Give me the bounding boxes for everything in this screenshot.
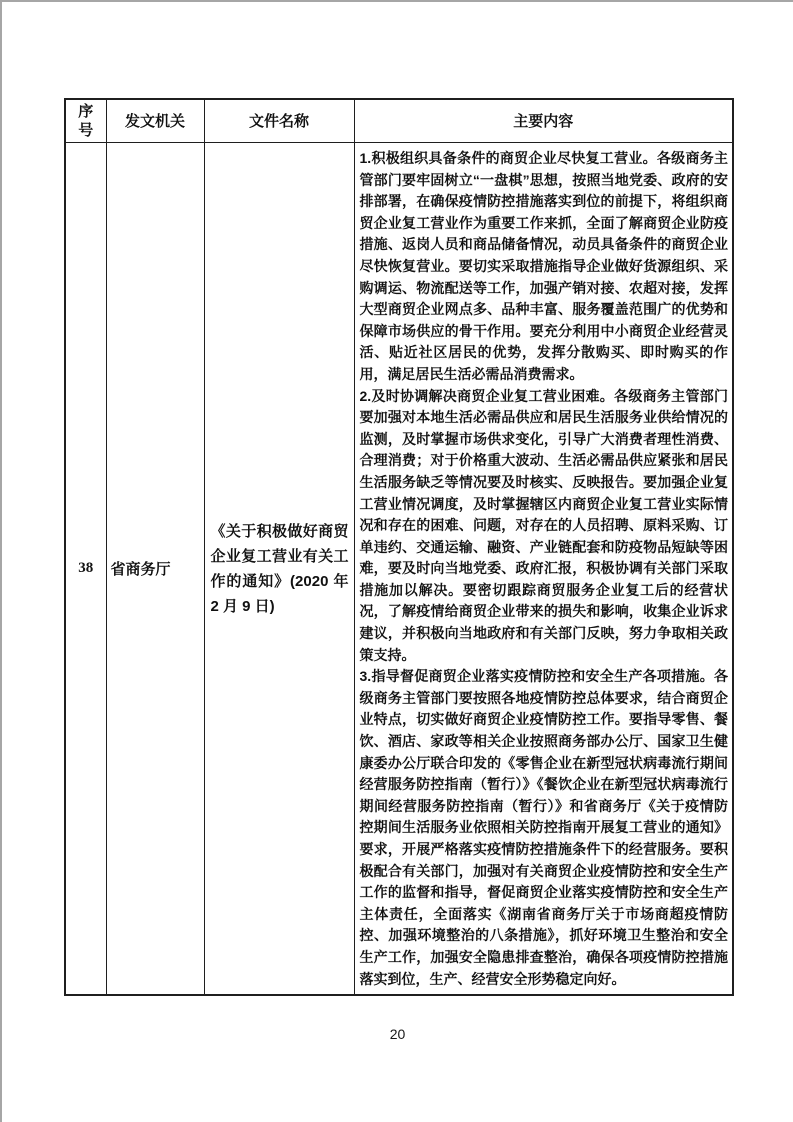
cell-issuing-agency: 省商务厅 xyxy=(106,143,204,996)
content-paragraph-1: 1.积极组织具备条件的商贸企业尽快复工营业。各级商务主管部门要牢固树立“一盘棋”思想，按照当地党委、政府的安排部署，在确保疫情防控措施落实到位的前提下，将组织商贸企业复工营业作为重要工作来抓，全面了解商贸企业防疫措施、返岗人员和商品储备情况，动员具备条件的商贸企业尽快恢复营业。要切实采取措施指导企业做好货源组织、采购调运、物流配送等工作，加强产销对接、农超对接，发挥大型商贸企业网点多、品种丰富、服务覆盖范围广的优势和保障市场供应的骨干作用。要充分利用中小商贸企业经营灵活、贴近社区居民的优势，发挥分散购买、即时购买的作用，满足居民生活必需品消费需求。 xyxy=(359,150,728,382)
table-row xyxy=(65,143,733,996)
table-header-row xyxy=(65,99,733,143)
content-paragraph-3: 3.指导督促商贸企业落实疫情防控和安全生产各项措施。各级商务主管部门要按照各地疫情防控总体要求，结合商贸企业特点，切实做好商贸企业疫情防控工作。要指导零售、餐饮、酒店、家政等相关企业按照商务部办公厅、国家卫生健康委办公厅联合印发的《零售企业在新型冠状病毒流行期间经营服务防控指南（暂行）》《餐饮企业在新型冠状病毒流行期间经营服务防控指南（暂行）》和省商务厅《关于疫情防控期间生活服务业依照相关防控指南开展复工营业的通知》要求，开展严格落实疫情防控措施条件下的经营服务。要积极配合有关部门，加强对有关商贸企业疫情防控和安全生产工作的监督和指导，督促商贸企业落实疫情防控和安全生产主体责任，全面落实《湖南省商务厅关于市场商超疫情防控、加强环境整治的八条措施》，抓好环境卫生整治和安全生产工作，加强安全隐患排查整治，确保各项疫情防控措施落实到位，生产、经营安全形势稳定向好。 xyxy=(359,668,728,987)
column-header-doc-name: 文件名称 xyxy=(204,99,354,143)
cell-document-name: 《关于积极做好商贸企业复工营业有关工作的通知》(2020 年 2 月 9 日) xyxy=(204,143,354,996)
column-header-content: 主要内容 xyxy=(354,99,733,143)
policy-documents-table xyxy=(64,98,734,996)
cell-main-content xyxy=(354,143,733,996)
column-header-serial xyxy=(65,99,106,143)
column-header-serial-label: 序号 xyxy=(78,103,94,139)
page-number: 20 xyxy=(389,1026,406,1042)
column-header-agency: 发文机关 xyxy=(106,99,204,143)
cell-serial-number: 38 xyxy=(65,143,106,996)
content-paragraph-2: 2.及时协调解决商贸企业复工营业困难。各级商务主管部门要加强对本地生活必需品供应和居民生活服务业供给情况的监测，及时掌握市场供求变化，引导广大消费者理性消费、合理消费；对于价格重大波动、生活必需品供应紧张和居民生活服务缺乏等情况要及时核实、反映报告。要加强企业复工营业情况调度，及时掌握辖区内商贸企业复工营业实际情况和存在的困难、问题，对存在的人员招聘、原料采购、订单违约、交通运输、融资、产业链配套和防疫物品短缺等困难，要及时向当地党委、政府汇报，积极协调有关部门采取措施加以解决。要密切跟踪商贸服务企业复工后的经营状况，了解疫情给商贸企业带来的损失和影响，收集企业诉求建议，并积极向当地政府和有关部门反映，努力争取相关政策支持。 xyxy=(359,387,728,663)
